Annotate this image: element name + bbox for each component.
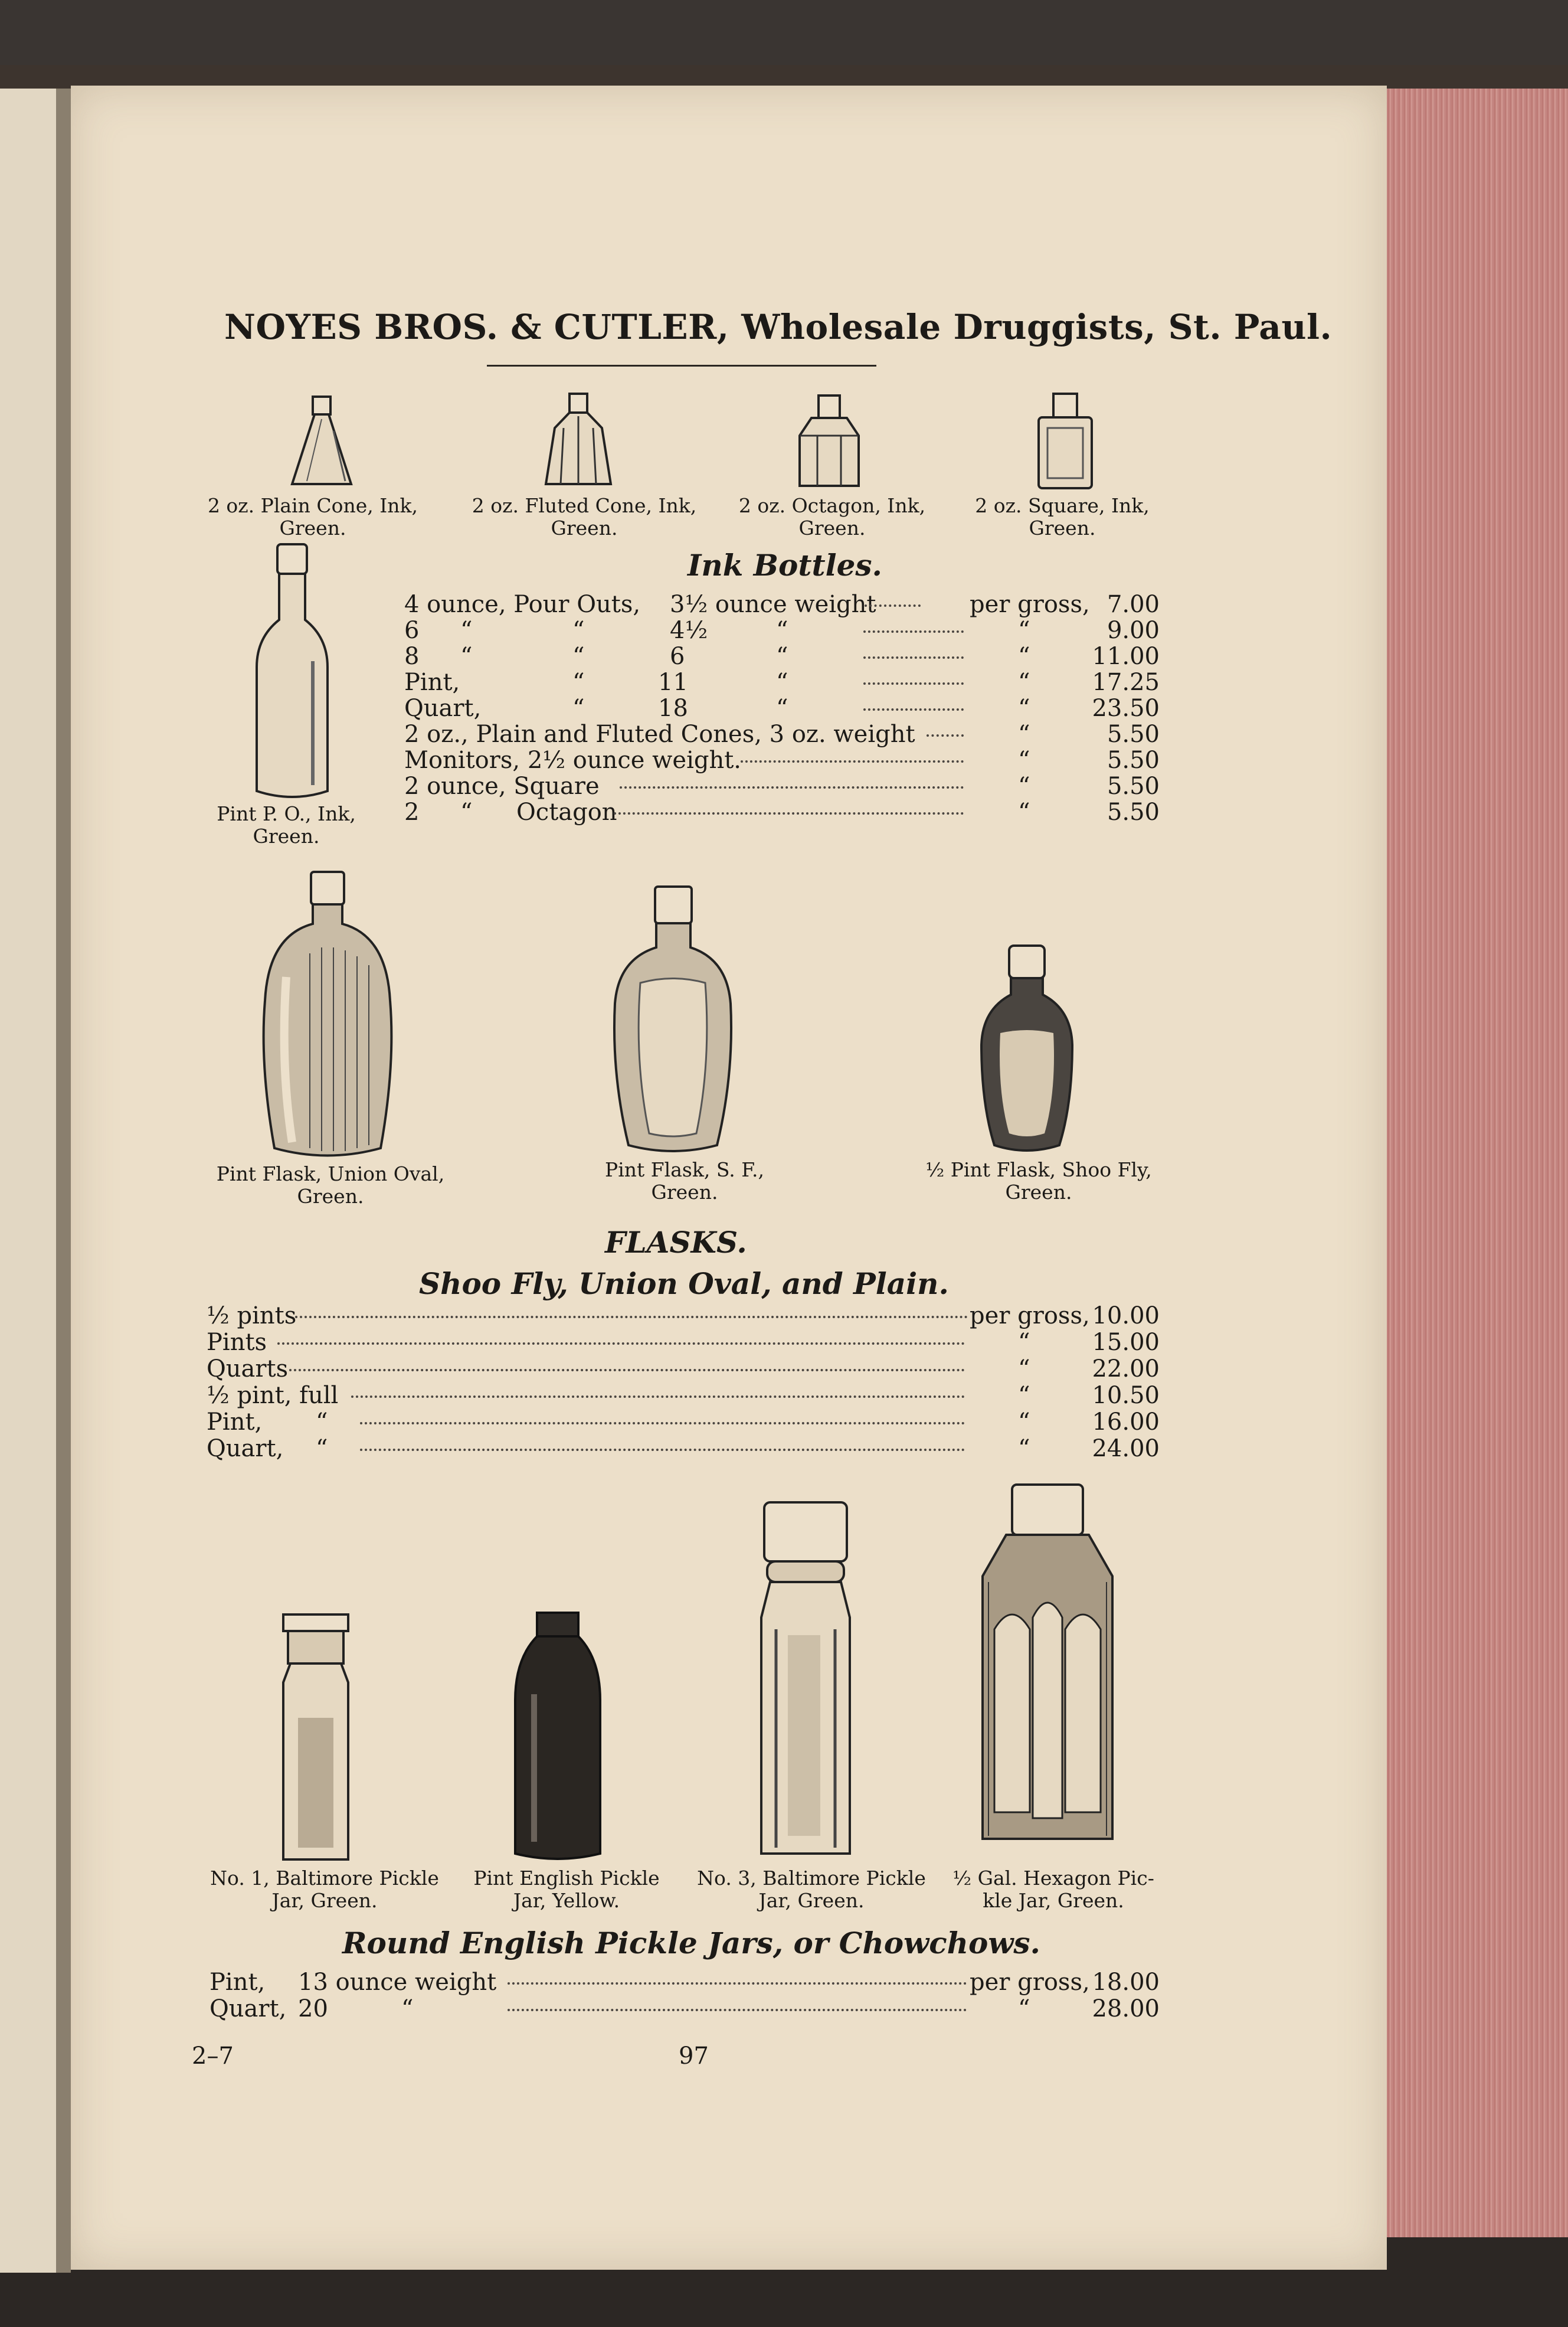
ink-caption-fluted-cone: 2 oz. Fluted Cone, Ink, Green. (472, 494, 697, 540)
price-row: 4 ounce, Pour Outs, 3½ ounce weight per gross, 7.00 (404, 591, 1160, 618)
no3-baltimore-pickle-jar-illustration (755, 1499, 856, 1865)
jar-caption-no1-baltimore: No. 1, Baltimore Pickle Jar, Green. (210, 1867, 439, 1912)
pint-po-ink-bottle-illustration (245, 543, 339, 803)
page-number: 97 (679, 2042, 709, 2070)
page-header-title: NOYES BROS. & CUTLER, Wholesale Druggists, St. Paul. (224, 307, 1333, 347)
price-row: Quarts “ 22.00 (207, 1355, 1160, 1383)
sf-flask-illustration (608, 885, 738, 1157)
facing-page-edge (0, 89, 56, 2273)
book-gutter (56, 89, 71, 2273)
price-row: 6 “ “ 4½ “ “ 9.00 (404, 617, 1160, 644)
price-row: Pint, “ “ 16.00 (207, 1408, 1160, 1436)
english-pickle-jar-illustration (510, 1612, 605, 1865)
plain-cone-ink-bottle-illustration (280, 396, 363, 490)
price-row: 2 “ Octagon “ 5.50 (404, 799, 1160, 826)
page-fore-edge (1387, 89, 1568, 2237)
price-row: Pint, 13 ounce weight per gross, 18.00 (209, 1969, 1160, 1996)
signature-mark: 2–7 (192, 2042, 234, 2070)
fluted-cone-ink-bottle-illustration (534, 393, 623, 490)
ink-caption-square: 2 oz. Square, Ink, Green. (975, 494, 1150, 540)
square-ink-bottle-illustration (1033, 393, 1098, 493)
no1-baltimore-pickle-jar-illustration (277, 1612, 354, 1871)
jar-caption-hexagon: ½ Gal. Hexagon Pic- kle Jar, Green. (952, 1867, 1154, 1912)
flask-caption-union-oval: Pint Flask, Union Oval, Green. (216, 1162, 445, 1208)
flasks-title: FLASKS. (605, 1225, 747, 1260)
jar-caption-english-pickle: Pint English Pickle Jar, Yellow. (473, 1867, 660, 1912)
jar-caption-no3-baltimore: No. 3, Baltimore Pickle Jar, Green. (697, 1867, 926, 1912)
hexagon-pickle-jar-illustration (977, 1482, 1118, 1848)
price-row: ½ pint, full “ 10.50 (207, 1382, 1160, 1409)
price-row: Quart, 20 “ “ 28.00 (209, 1995, 1160, 2022)
price-row: 2 oz., Plain and Fluted Cones, 3 oz. weight “ 5.50 (404, 721, 1160, 748)
ink-bottles-title: Ink Bottles. (688, 548, 882, 583)
flasks-subtitle: Shoo Fly, Union Oval, and Plain. (419, 1266, 949, 1301)
union-oval-flask-illustration (257, 871, 398, 1166)
price-row: Monitors, 2½ ounce weight. “ 5.50 (404, 747, 1160, 774)
price-row: 8 “ “ 6 “ “ 11.00 (404, 643, 1160, 670)
flask-caption-sf: Pint Flask, S. F., Green. (605, 1158, 764, 1204)
price-row: Pints “ 15.00 (207, 1329, 1160, 1356)
octagon-ink-bottle-illustration (794, 394, 865, 492)
header-rule (487, 365, 876, 367)
price-row: Quart, “ “ 24.00 (207, 1435, 1160, 1462)
price-row: Pint, “ 11 “ “ 17.25 (404, 669, 1160, 696)
price-row: Quart, “ 18 “ “ 23.50 (404, 695, 1160, 722)
price-row: 2 ounce, Square “ 5.50 (404, 773, 1160, 800)
price-row: ½ pints per gross, 10.00 (207, 1302, 1160, 1329)
shoo-fly-flask-illustration (977, 944, 1077, 1157)
flask-caption-shoo-fly: ½ Pint Flask, Shoo Fly, Green. (925, 1158, 1152, 1204)
ink-caption-pint-po: Pint P. O., Ink, Green. (217, 802, 356, 848)
ink-caption-octagon: 2 oz. Octagon, Ink, Green. (738, 494, 926, 540)
ink-caption-plain-cone: 2 oz. Plain Cone, Ink, Green. (207, 494, 418, 540)
pickle-jars-title: Round English Pickle Jars, or Chowchows. (342, 1926, 1040, 1960)
